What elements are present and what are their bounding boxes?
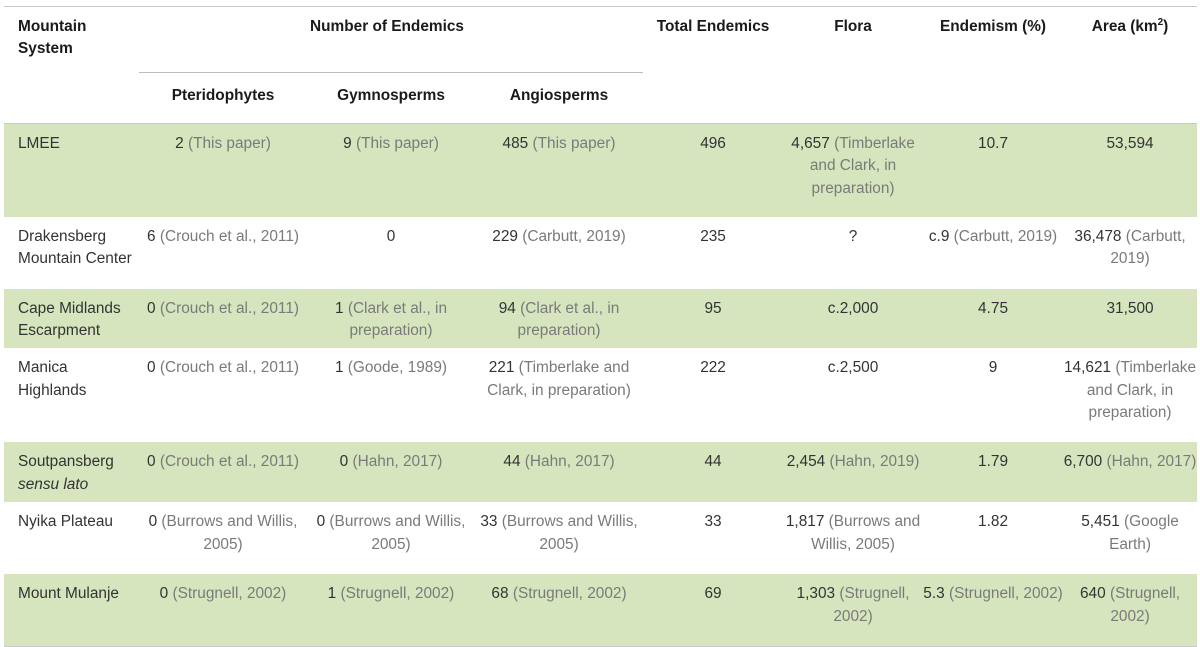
table-row	[4, 124, 1197, 217]
cell-gymnosperms-value: 1	[334, 299, 344, 317]
cell-total-endemics: 222	[700, 359, 726, 377]
mountain-name: Manica Highlands	[18, 359, 87, 399]
cell-pteridophytes-reference: (This paper)	[187, 135, 271, 152]
cell-flora	[783, 574, 923, 646]
endemics-table	[4, 6, 1197, 647]
table-body	[4, 124, 1197, 647]
cell-gymnosperms-reference: (Burrows and Willis, 2005)	[329, 513, 466, 553]
cell-flora-value: 4,657	[791, 135, 830, 152]
cell-angiosperms-value: 68	[491, 585, 509, 603]
cell-endemism	[923, 502, 1063, 574]
header-area-close: )	[1163, 18, 1169, 35]
cell-gymnosperms	[307, 217, 475, 289]
cell-pteridophytes-value: 0	[148, 513, 158, 531]
cell-pteridophytes	[139, 124, 307, 217]
header-total-endemics: Total Endemics	[656, 18, 770, 35]
cell-angiosperms-reference: (This paper)	[532, 135, 616, 152]
mountain-name: Drakensberg Mountain Center	[18, 227, 132, 267]
cell-angiosperms	[475, 348, 643, 442]
cell-flora	[783, 289, 923, 349]
header-number-of-endemics-label: Number of Endemics	[310, 18, 464, 35]
cell-pteridophytes	[139, 289, 307, 349]
cell-gymnosperms	[307, 289, 475, 349]
table-row	[4, 217, 1197, 289]
cell-flora-reference: (Burrows and Willis, 2005)	[811, 513, 921, 553]
cell-angiosperms	[475, 502, 643, 574]
cell-mountain-system	[4, 289, 139, 349]
cell-gymnosperms	[307, 574, 475, 646]
cell-endemism	[923, 289, 1063, 349]
cell-area-reference: (Google Earth)	[1109, 513, 1179, 553]
header-area	[1063, 7, 1197, 124]
cell-gymnosperms	[307, 124, 475, 217]
cell-flora-value: 1,303	[796, 585, 836, 603]
mountain-name: Mount Mulanje	[18, 585, 119, 603]
header-angiosperms: Angiosperms	[475, 73, 643, 124]
cell-total-endemics: 496	[643, 124, 783, 217]
cell-pteridophytes-value: 6	[147, 227, 156, 245]
cell-endemism-value: 9	[988, 359, 998, 377]
cell-endemism-value: 4.75	[978, 299, 1009, 317]
cell-pteridophytes	[139, 442, 307, 502]
cell-flora-reference: (Strugnell, 2002)	[833, 585, 910, 625]
mountain-name: Cape Midlands Escarpment	[18, 299, 121, 339]
cell-gymnosperms-value: 0	[316, 513, 326, 531]
cell-total-endemics: 235	[700, 227, 726, 245]
cell-gymnosperms-value: 0	[339, 453, 349, 471]
cell-angiosperms-value: 33	[480, 513, 498, 531]
header-number-of-endemics	[139, 7, 643, 73]
cell-angiosperms-value: 221	[488, 359, 515, 377]
cell-endemism-value: 5.3	[923, 585, 945, 603]
cell-area-reference: (Timberlake and Clark, in preparation)	[1086, 359, 1197, 422]
cell-endemism-value: c.9	[928, 227, 950, 245]
cell-flora	[783, 442, 923, 502]
cell-flora	[783, 124, 923, 217]
cell-area-value: 53,594	[1106, 135, 1154, 152]
cell-gymnosperms-value: 0	[386, 227, 396, 245]
cell-pteridophytes-value: 0	[159, 585, 169, 603]
cell-pteridophytes-reference: (Crouch et al., 2011)	[159, 227, 299, 245]
cell-gymnosperms-value: 1	[327, 585, 337, 603]
header-area-sup: 2	[1157, 16, 1164, 28]
cell-pteridophytes-reference: (Strugnell, 2002)	[172, 585, 287, 603]
cell-angiosperms-reference: (Strugnell, 2002)	[512, 585, 627, 603]
header-mountain-system: Mountain System	[18, 18, 87, 58]
cell-total-endemics: 33	[704, 513, 722, 531]
cell-angiosperms-value: 229	[492, 227, 518, 245]
cell-total-endemics: 69	[643, 574, 783, 646]
cell-angiosperms-value: 485	[502, 135, 529, 152]
cell-pteridophytes	[139, 217, 307, 289]
cell-pteridophytes	[139, 502, 307, 574]
mountain-name: LMEE	[18, 135, 60, 152]
cell-angiosperms	[475, 574, 643, 646]
cell-area	[1063, 124, 1197, 217]
cell-gymnosperms-reference: (Strugnell, 2002)	[340, 585, 455, 603]
cell-mountain-system	[4, 348, 139, 442]
cell-mountain-system	[4, 124, 139, 217]
cell-area	[1063, 502, 1197, 574]
cell-area	[1063, 442, 1197, 502]
table-row	[4, 289, 1197, 349]
cell-flora	[783, 502, 923, 574]
cell-area-reference: (Hahn, 2017)	[1106, 453, 1197, 471]
cell-flora-reference: (Timberlake and Clark, in preparation)	[809, 135, 915, 197]
cell-endemism	[923, 348, 1063, 442]
cell-total-endemics: 95	[643, 289, 783, 349]
cell-pteridophytes-value: 0	[147, 359, 156, 377]
cell-pteridophytes	[139, 348, 307, 442]
cell-area	[1063, 289, 1197, 349]
cell-gymnosperms-reference: (Clark et al., in preparation)	[347, 299, 448, 339]
cell-angiosperms-reference: (Hahn, 2017)	[524, 453, 615, 471]
header-gymnosperms: Gymnosperms	[307, 73, 475, 124]
cell-flora	[783, 217, 923, 289]
cell-mountain-system	[4, 574, 139, 646]
header-flora: Flora	[834, 18, 872, 35]
cell-pteridophytes-value: 0	[147, 299, 156, 317]
cell-area-value: 14,621	[1064, 359, 1112, 377]
cell-area-reference: (Carbutt, 2019)	[1110, 227, 1186, 267]
cell-area-value: 5,451	[1081, 513, 1120, 531]
cell-area-value: 36,478	[1074, 227, 1122, 245]
cell-gymnosperms-reference: (Goode, 1989)	[347, 359, 448, 377]
cell-mountain-system	[4, 502, 139, 574]
cell-gymnosperms	[307, 502, 475, 574]
cell-area	[1063, 217, 1197, 289]
cell-endemism-reference: (Strugnell, 2002)	[948, 585, 1063, 603]
cell-area-reference: (Strugnell, 2002)	[1109, 585, 1181, 625]
mountain-name: Nyika Plateau	[18, 513, 113, 531]
table-row	[4, 348, 1197, 442]
cell-area-value: 6,700	[1063, 453, 1103, 471]
cell-gymnosperms-reference: (Hahn, 2017)	[352, 453, 443, 471]
cell-pteridophytes-reference: (Crouch et al., 2011)	[159, 299, 299, 317]
cell-gymnosperms-value: 1	[334, 359, 344, 377]
cell-flora-value: c.2,500	[827, 359, 879, 377]
header-pteridophytes: Pteridophytes	[139, 73, 307, 124]
cell-endemism-value: 10.7	[978, 135, 1009, 152]
cell-endemism	[923, 574, 1063, 646]
cell-gymnosperms-reference: (This paper)	[355, 135, 439, 152]
cell-gymnosperms-value: 9	[343, 135, 352, 152]
cell-angiosperms	[475, 289, 643, 349]
header-area-base: Area (km	[1091, 18, 1158, 35]
cell-flora-value: c.2,000	[827, 299, 879, 317]
header-endemism: Endemism (%)	[940, 18, 1047, 35]
cell-area-value: 640	[1079, 585, 1106, 603]
cell-angiosperms-value: 94	[498, 299, 516, 317]
cell-endemism-reference: (Carbutt, 2019)	[953, 227, 1058, 245]
cell-flora-reference: (Hahn, 2019)	[829, 453, 920, 471]
cell-angiosperms-reference: (Carbutt, 2019)	[522, 227, 626, 245]
cell-pteridophytes-value: 0	[147, 453, 156, 471]
cell-gymnosperms	[307, 348, 475, 442]
cell-endemism	[923, 442, 1063, 502]
cell-endemism-value: 1.82	[978, 513, 1009, 531]
cell-angiosperms-reference: (Burrows and Willis, 2005)	[501, 513, 638, 553]
mountain-name: Soutpansberg	[18, 453, 114, 471]
cell-pteridophytes-value: 2	[175, 135, 184, 152]
cell-mountain-system	[4, 217, 139, 289]
cell-endemism-value: 1.79	[978, 453, 1009, 471]
cell-angiosperms-value: 44	[503, 453, 521, 471]
table-row	[4, 502, 1197, 574]
cell-pteridophytes-reference: (Burrows and Willis, 2005)	[161, 513, 298, 553]
cell-angiosperms	[475, 217, 643, 289]
cell-angiosperms-reference: (Clark et al., in preparation)	[517, 299, 620, 339]
cell-angiosperms	[475, 442, 643, 502]
cell-angiosperms	[475, 124, 643, 217]
table-row	[4, 442, 1197, 502]
cell-endemism	[923, 124, 1063, 217]
cell-area	[1063, 348, 1197, 442]
mountain-name-qualifier: sensu lato	[18, 475, 89, 493]
cell-pteridophytes-reference: (Crouch et al., 2011)	[159, 359, 299, 377]
cell-flora-value: 1,817	[785, 513, 825, 531]
cell-mountain-system	[4, 442, 139, 502]
cell-flora-value: 2,454	[786, 453, 826, 471]
cell-endemism	[923, 217, 1063, 289]
cell-area	[1063, 574, 1197, 646]
table-row	[4, 574, 1197, 646]
cell-flora	[783, 348, 923, 442]
cell-angiosperms-reference: (Timberlake and Clark, in preparation)	[487, 359, 631, 399]
cell-pteridophytes	[139, 574, 307, 646]
cell-area-value: 31,500	[1106, 299, 1154, 317]
cell-total-endemics: 44	[643, 442, 783, 502]
cell-gymnosperms	[307, 442, 475, 502]
cell-flora-value: ?	[848, 227, 858, 245]
cell-pteridophytes-reference: (Crouch et al., 2011)	[159, 453, 299, 471]
